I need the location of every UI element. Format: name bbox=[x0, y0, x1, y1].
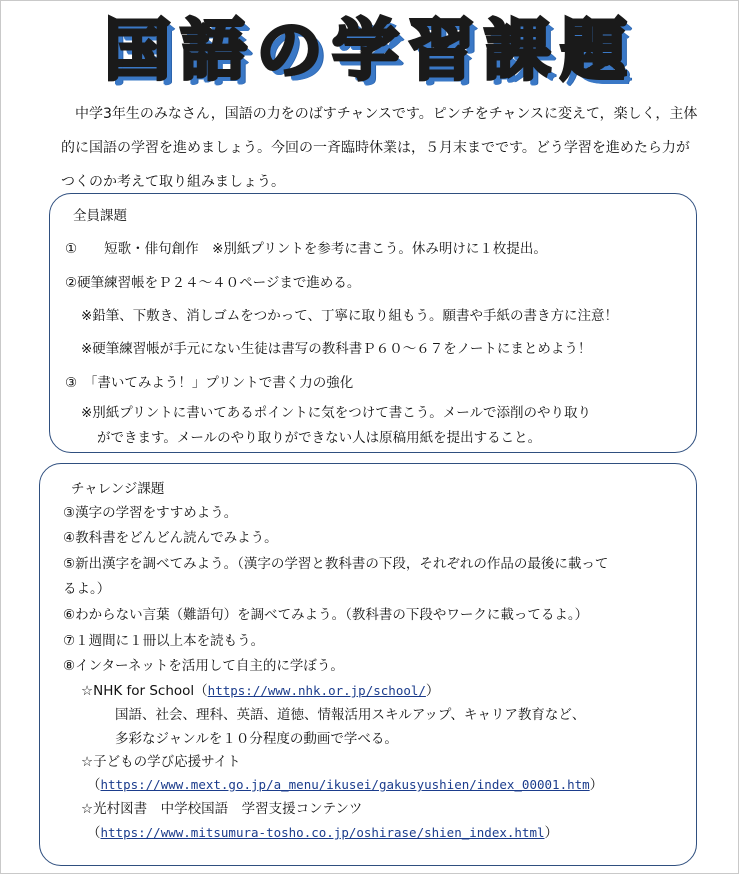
mitsumura-line bbox=[87, 821, 558, 841]
challenge-item-8: ⑧インターネットを活用して自主的に学ぼう。 bbox=[63, 658, 344, 674]
required-heading: 全員課題 bbox=[73, 208, 127, 224]
challenge-item-3: ③漢字の学習をすすめよう。 bbox=[63, 505, 238, 521]
mitsumura-link[interactable]: https://www.mitsumura-tosho.co.jp/oshirase/shien_index.html bbox=[100, 825, 545, 840]
challenge-item-6: ⑥わからない言葉（難語句）を調べてみよう。（教科書の下段やワークに載ってるよ。） bbox=[63, 607, 589, 623]
required-item-3-note-1: ※別紙プリントに書いてあるポイントに気をつけて書こう。メールで添削のやり取り bbox=[81, 405, 592, 421]
required-item-3: ③ 「書いてみよう！」プリントで書く力の強化 bbox=[65, 375, 354, 391]
challenge-item-5: ⑤新出漢字を調べてみよう。（漢字の学習と教科書の下段，それぞれの作品の最後に載って bbox=[63, 556, 609, 572]
mitsumura-paren-open: （ bbox=[87, 825, 101, 841]
intro-paragraph: 中学3年生のみなさん，国語の力をのばすチャンスです。ピンチをチャンスに変えて，楽しく，主体的に国語の学習を進めましょう。今回の一斉臨時休業は，５月末までです。どう学習を進めたら力がつくのか考えて取り組みましょう。 bbox=[61, 106, 698, 190]
kodomo-label: ☆子どもの学び応援サイト bbox=[81, 754, 241, 770]
kodomo-line bbox=[87, 773, 603, 793]
kodomo-link[interactable]: https://www.mext.go.jp/a_menu/ikusei/gakusyushien/index_00001.htm bbox=[100, 777, 590, 792]
page-title: 国語の学習課題 bbox=[104, 12, 637, 89]
nhk-paren: ） bbox=[425, 683, 440, 699]
kodomo-paren-open: （ bbox=[87, 777, 101, 793]
mitsumura-paren-close: ） bbox=[544, 825, 559, 841]
required-item-1: ① 短歌・俳句創作 ※別紙プリントを参考に書こう。休み明けに１枚提出。 bbox=[65, 241, 547, 257]
required-item-2-note-2: ※硬筆練習帳が手元にない生徒は書写の教科書Ｐ６０～６７をノートにまとめよう！ bbox=[81, 341, 592, 357]
nhk-line bbox=[81, 679, 439, 699]
challenge-item-4: ④教科書をどんどん読んでみよう。 bbox=[63, 530, 278, 546]
required-item-2-note-1: ※鉛筆、下敷き、消しゴムをつかって、丁寧に取り組もう。願書や手紙の書き方に注意！ bbox=[81, 308, 619, 324]
mitsumura-label: ☆光村図書 中学校国語 学習支援コンテンツ bbox=[81, 801, 363, 817]
nhk-description-1: 国語、社会、理科、英語、道徳、情報活用スキルアップ、キャリア教育など、 bbox=[115, 707, 586, 723]
kodomo-paren-close: ） bbox=[589, 777, 604, 793]
required-item-3-note-2: ができます。メールのやり取りができない人は原稿用紙を提出すること。 bbox=[97, 430, 542, 446]
nhk-description-2: 多彩なジャンルを１０分程度の動画で学べる。 bbox=[115, 731, 398, 747]
nhk-label: ☆NHK for School（ bbox=[81, 683, 208, 699]
required-item-2: ②硬筆練習帳をＰ２４～４０ページまで進める。 bbox=[65, 275, 361, 291]
challenge-heading: チャレンジ課題 bbox=[71, 481, 165, 497]
nhk-link[interactable]: https://www.nhk.or.jp/school/ bbox=[207, 683, 426, 698]
challenge-item-5-cont: るよ。） bbox=[63, 581, 111, 597]
challenge-item-7: ⑦１週間に１冊以上本を読もう。 bbox=[63, 633, 265, 649]
